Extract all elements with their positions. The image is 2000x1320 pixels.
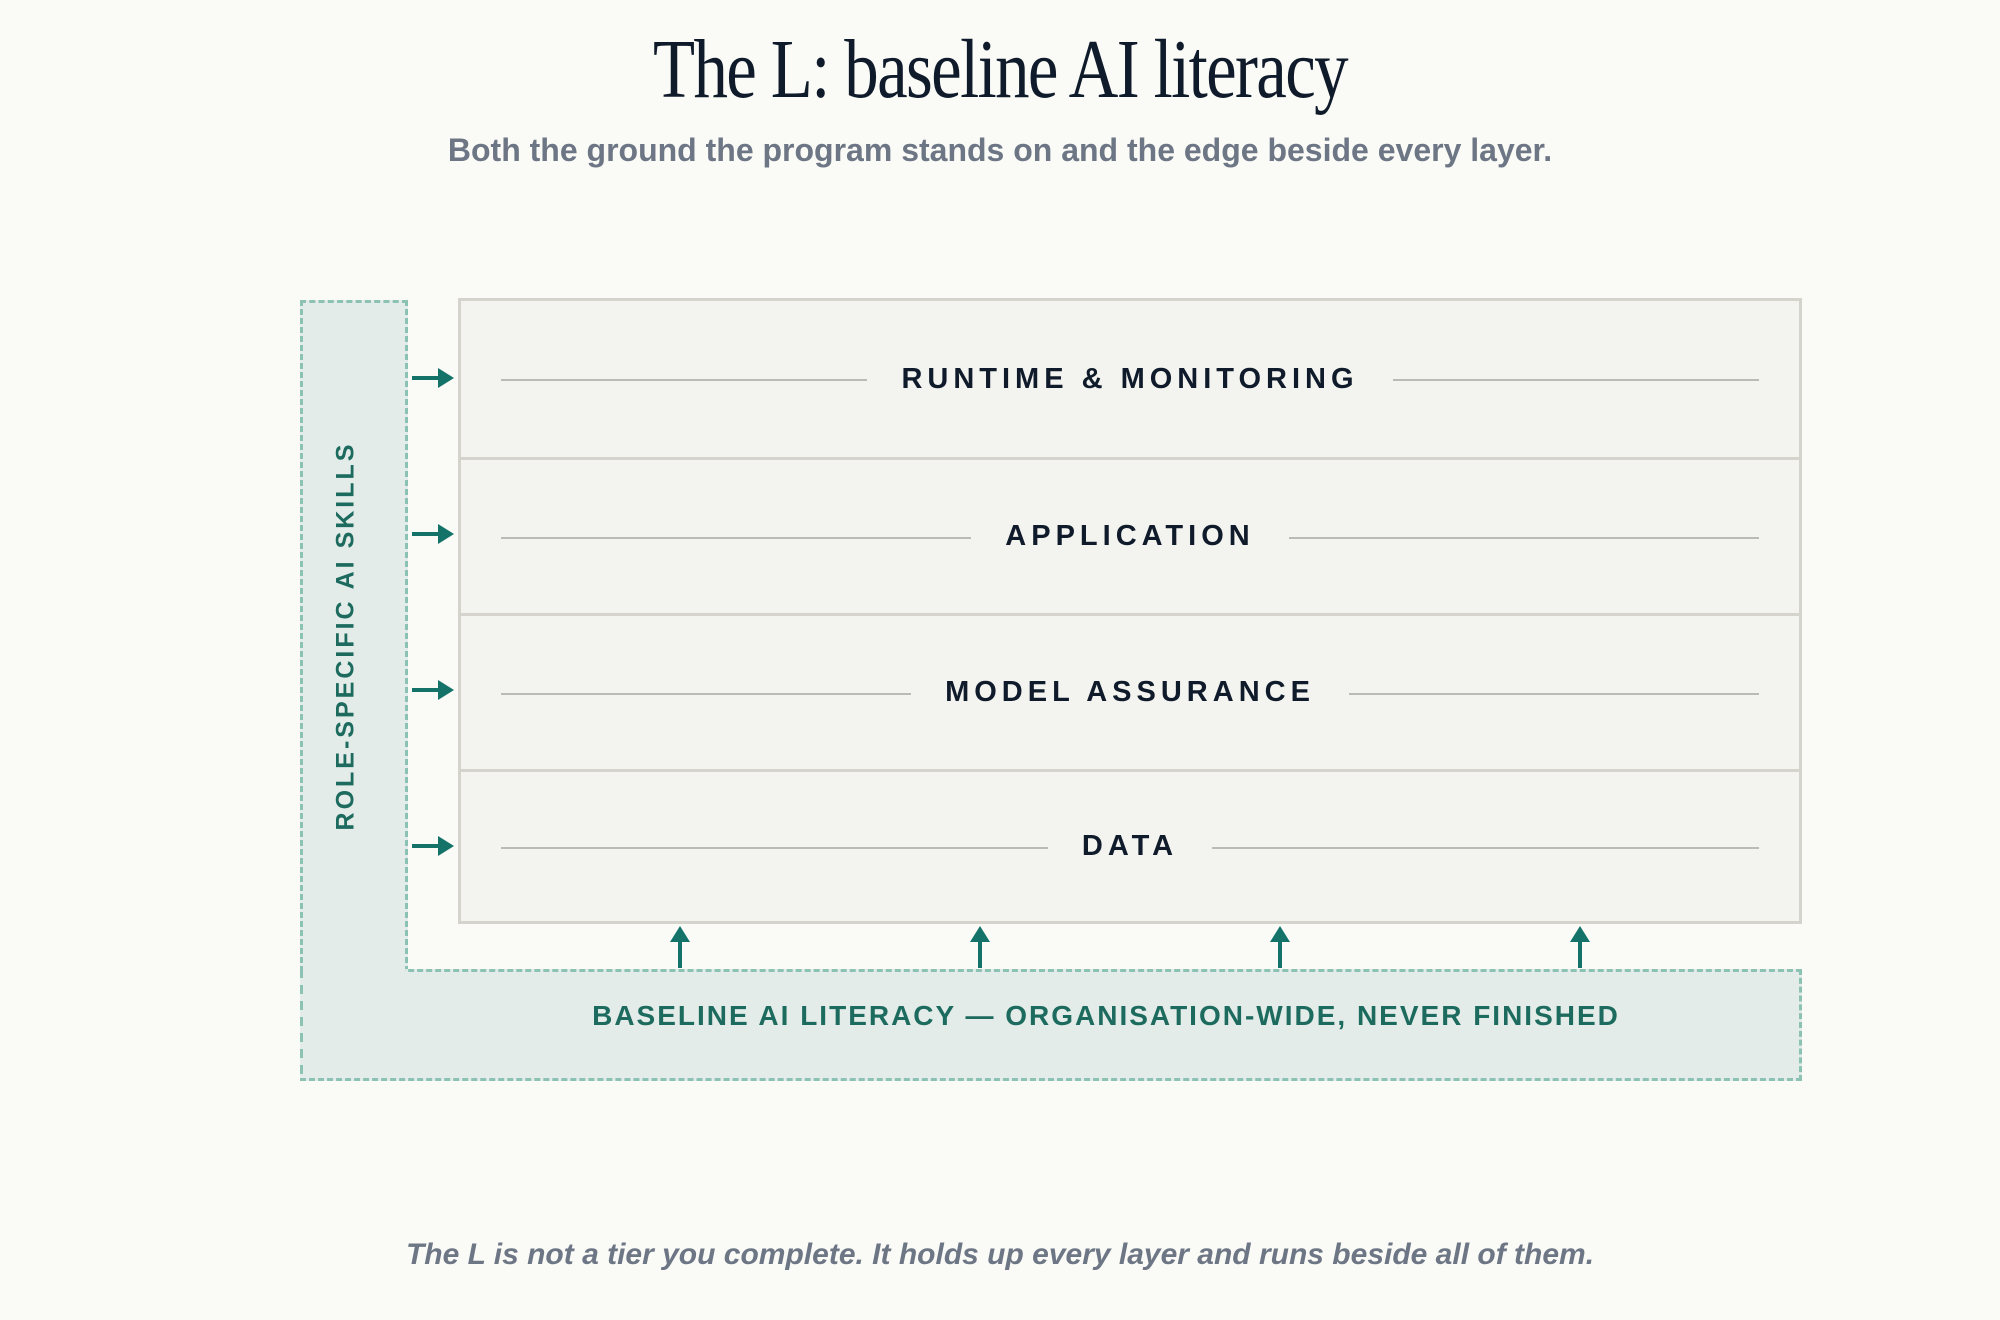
arrow-right-icon	[412, 680, 454, 700]
layer-label: RUNTIME & MONITORING	[867, 363, 1392, 396]
arrow-up-icon	[1270, 926, 1290, 968]
layer-stack	[458, 298, 1802, 924]
page-title: The L: baseline AI literacy	[653, 23, 1347, 116]
role-specific-skills-label: ROLE-SPECIFIC AI SKILLS	[331, 441, 360, 831]
layer-runtime-monitoring	[461, 301, 1799, 457]
layer-label: MODEL ASSURANCE	[911, 676, 1349, 709]
arrow-up-icon	[970, 926, 990, 968]
layer-model-assurance	[461, 613, 1799, 769]
l-corner-join	[303, 966, 405, 976]
arrow-right-icon	[412, 368, 454, 388]
arrow-right-icon	[412, 524, 454, 544]
arrow-up-icon	[670, 926, 690, 968]
layer-label: APPLICATION	[971, 520, 1288, 553]
arrow-up-icon	[1570, 926, 1590, 968]
baseline-literacy-label: BASELINE AI LITERACY — ORGANISATION-WIDE, NEVER FINISHED	[592, 1000, 1620, 1031]
l-left-edge	[300, 969, 303, 1081]
layer-application	[461, 457, 1799, 613]
arrow-right-icon	[412, 836, 454, 856]
footer-note: The L is not a tier you complete. It holds up every layer and runs beside all of them.	[405, 1238, 1595, 1271]
page-subtitle: Both the ground the program stands on and the edge beside every layer.	[447, 132, 1553, 168]
layer-data	[461, 769, 1799, 921]
layer-label: DATA	[1048, 830, 1212, 863]
